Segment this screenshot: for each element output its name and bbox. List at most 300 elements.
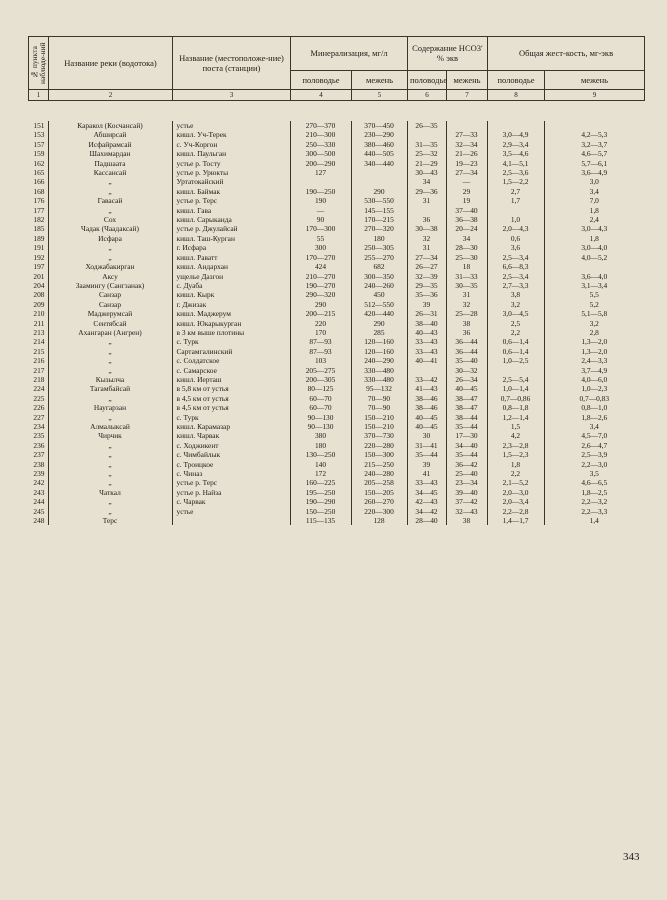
hardness-low: 1,8—2,6 — [544, 413, 644, 422]
station-number: 242 — [33, 478, 45, 488]
station-number: 197 — [33, 262, 45, 272]
hardness-low: 1,4 — [544, 516, 644, 525]
hardness-flood: 4,1—5,1 — [487, 159, 544, 168]
hardness-flood: 2,7 — [487, 187, 544, 196]
bicarbonate-low: 35—44 — [446, 450, 487, 459]
table-row — [28, 159, 644, 168]
bicarbonate-low: 34 — [446, 234, 487, 243]
mineralization-low: 255—270 — [351, 253, 407, 262]
mineralization-low: 205—258 — [351, 478, 407, 487]
table-row — [28, 347, 644, 356]
post-name — [172, 516, 290, 525]
station-number: 157 — [33, 139, 45, 149]
station-number: 217 — [33, 365, 45, 375]
station-number: 243 — [33, 487, 45, 497]
river-name: „ — [48, 253, 172, 262]
mineralization-low: 170—215 — [351, 215, 407, 224]
bicarbonate-flood: 41—43 — [407, 384, 446, 393]
column-number: 8 — [488, 90, 545, 101]
station-number: 162 — [33, 158, 45, 168]
column-number: 4 — [291, 90, 352, 101]
hardness-low: 4,6—6,5 — [544, 478, 644, 487]
post-name: Сартамгалинский — [172, 347, 290, 356]
bicarbonate-flood: 40—45 — [407, 422, 446, 431]
header-min-flood: половодье — [291, 70, 352, 89]
mineralization-flood: 270—370 — [290, 121, 351, 130]
bicarbonate-flood: 33—43 — [407, 347, 446, 356]
mineralization-low: 420—440 — [351, 309, 407, 318]
hardness-low: 2,2—3,0 — [544, 460, 644, 469]
post-name: кишл. Сарыканда — [172, 215, 290, 224]
station-number: 236 — [33, 440, 45, 450]
hardness-low: 3,2 — [544, 319, 644, 328]
bicarbonate-flood: 39 — [407, 300, 446, 309]
station-number: 151 — [33, 121, 45, 130]
hardness-low: 2,4 — [544, 215, 644, 224]
bicarbonate-flood: 31—35 — [407, 140, 446, 149]
hardness-low: 2,4—3,3 — [544, 356, 644, 365]
mineralization-low: 95—132 — [351, 384, 407, 393]
post-name: г. Исфара — [172, 243, 290, 252]
header-hardness: Общая жест-кость, мг-экв — [488, 37, 645, 71]
bicarbonate-low: 36—44 — [446, 347, 487, 356]
table-row — [28, 215, 644, 224]
station-number: 238 — [33, 459, 45, 469]
mineralization-low: 330—480 — [351, 366, 407, 375]
table-row — [28, 290, 644, 299]
bicarbonate-low: 19 — [446, 196, 487, 205]
bicarbonate-flood: 27—34 — [407, 253, 446, 262]
river-name: Кассансай — [48, 168, 172, 177]
bicarbonate-low: 27—33 — [446, 130, 487, 139]
mineralization-flood: 210—270 — [290, 272, 351, 281]
mineralization-flood: 80—125 — [290, 384, 351, 393]
table-row — [28, 140, 644, 149]
bicarbonate-flood: 30—38 — [407, 224, 446, 233]
hardness-low: 4,2—5,3 — [544, 130, 644, 139]
post-name: кишл. Чарвак — [172, 431, 290, 440]
post-name: с. Чиназ — [172, 469, 290, 478]
bicarbonate-low: 35—40 — [446, 356, 487, 365]
column-number: 7 — [447, 90, 488, 101]
bicarbonate-low: 21—26 — [446, 149, 487, 158]
river-name: Исфара — [48, 234, 172, 243]
mineralization-flood: 115—135 — [290, 516, 351, 525]
station-number: 168 — [33, 186, 45, 196]
bicarbonate-low: 31 — [446, 290, 487, 299]
hardness-flood: 3,0—4,5 — [487, 309, 544, 318]
mineralization-low: 150—210 — [351, 413, 407, 422]
mineralization-flood: 170 — [290, 328, 351, 337]
bicarbonate-low: 23—34 — [446, 478, 487, 487]
mineralization-flood: — — [290, 206, 351, 215]
mineralization-low: 340—440 — [351, 159, 407, 168]
hardness-low: 2,8 — [544, 328, 644, 337]
mineralization-flood: 90 — [290, 215, 351, 224]
post-name: кишл. Таш-Курган — [172, 234, 290, 243]
bicarbonate-flood: 34—45 — [407, 488, 446, 497]
hardness-low: 3,6—4,9 — [544, 168, 644, 177]
bicarbonate-low: 38 — [446, 319, 487, 328]
bicarbonate-flood: 28—40 — [407, 516, 446, 525]
table-row — [28, 403, 644, 412]
mineralization-flood: 170—270 — [290, 253, 351, 262]
hardness-low: 3,4 — [544, 422, 644, 431]
river-name: „ — [48, 356, 172, 365]
bicarbonate-low: 28—30 — [446, 243, 487, 252]
header-post-name: Название (местоположе-ние) поста (станции) — [173, 37, 291, 90]
mineralization-low: 260—270 — [351, 497, 407, 506]
post-name: ущелье Дазгон — [172, 272, 290, 281]
river-name: „ — [48, 450, 172, 459]
post-name: Уртатокайский — [172, 177, 290, 186]
bicarbonate-low: — — [446, 177, 487, 186]
bicarbonate-low: 32—43 — [446, 507, 487, 516]
post-name: с. Дуаба — [172, 281, 290, 290]
post-name: с. Уч-Коргон — [172, 140, 290, 149]
mineralization-low: 285 — [351, 328, 407, 337]
bicarbonate-low: 36—44 — [446, 337, 487, 346]
river-name: Терс — [48, 516, 172, 525]
hardness-low: 5,5 — [544, 290, 644, 299]
hardness-low: 2,2—3,2 — [544, 497, 644, 506]
post-name: кишл. Гава — [172, 206, 290, 215]
post-name: в 5,8 км от устья — [172, 384, 290, 393]
mineralization-flood: 380 — [290, 431, 351, 440]
table-row — [28, 413, 644, 422]
post-name: кишл. Маджерум — [172, 309, 290, 318]
mineralization-low: 240—260 — [351, 281, 407, 290]
table-row — [28, 130, 644, 139]
column-number: 5 — [352, 90, 408, 101]
table-row — [28, 319, 644, 328]
river-name: „ — [48, 243, 172, 252]
post-name: устье р. Терс — [172, 478, 290, 487]
mineralization-low: 150—210 — [351, 422, 407, 431]
table-row — [28, 309, 644, 318]
post-name: с. Троицкое — [172, 460, 290, 469]
station-number: 245 — [33, 506, 45, 516]
station-number: 189 — [33, 233, 45, 243]
mineralization-flood: 205—275 — [290, 366, 351, 375]
mineralization-low: 230—290 — [351, 130, 407, 139]
mineralization-low: 330—480 — [351, 375, 407, 384]
table-row — [28, 300, 644, 309]
mineralization-low: 215—250 — [351, 460, 407, 469]
bicarbonate-low: 36—42 — [446, 460, 487, 469]
station-number: 185 — [33, 224, 45, 234]
hardness-low — [544, 121, 644, 130]
hardness-flood: 2,0—3,0 — [487, 488, 544, 497]
river-name: Алмалыксай — [48, 422, 172, 431]
river-name: „ — [48, 507, 172, 516]
hardness-flood: 2,0—4,3 — [487, 224, 544, 233]
bicarbonate-flood: 33—43 — [407, 478, 446, 487]
hardness-low: 4,0—6,0 — [544, 375, 644, 384]
bicarbonate-low: 38—47 — [446, 403, 487, 412]
river-name: Шахимардан — [48, 149, 172, 158]
hardness-flood: 0,6 — [487, 234, 544, 243]
hardness-flood: 1,2—1,4 — [487, 413, 544, 422]
river-name: „ — [48, 413, 172, 422]
bicarbonate-flood: 38—46 — [407, 403, 446, 412]
hardness-flood: 0,8—1,8 — [487, 403, 544, 412]
bicarbonate-flood: 31—41 — [407, 441, 446, 450]
bicarbonate-low: 29 — [446, 187, 487, 196]
river-name: Каракол (Косчансай) — [48, 121, 172, 130]
table-row — [28, 356, 644, 365]
mineralization-low: 150—300 — [351, 450, 407, 459]
hardness-flood: 2,7—3,3 — [487, 281, 544, 290]
hardness-low: 3,1—3,4 — [544, 281, 644, 290]
river-name: „ — [48, 187, 172, 196]
river-name: „ — [48, 497, 172, 506]
hardness-low: 3,4 — [544, 187, 644, 196]
mineralization-flood: 87—93 — [290, 347, 351, 356]
bicarbonate-flood: 32—39 — [407, 272, 446, 281]
table-row — [28, 224, 644, 233]
bicarbonate-low: 37—40 — [446, 206, 487, 215]
bicarbonate-flood: 41 — [407, 469, 446, 478]
mineralization-low: 250—305 — [351, 243, 407, 252]
mineralization-low: 370—730 — [351, 431, 407, 440]
hardness-low: 1,8 — [544, 234, 644, 243]
table-row — [28, 121, 644, 130]
hardness-low: 3,0—4,0 — [544, 243, 644, 252]
river-name: „ — [48, 441, 172, 450]
mineralization-flood: 127 — [290, 168, 351, 177]
hardness-low: 2,5—3,9 — [544, 450, 644, 459]
station-number: 210 — [33, 309, 45, 319]
mineralization-low: 180 — [351, 234, 407, 243]
mineralization-flood: 150—250 — [290, 507, 351, 516]
hardness-flood: 1,0 — [487, 215, 544, 224]
table-row — [28, 375, 644, 384]
hardness-low: 1,3—2,0 — [544, 347, 644, 356]
table-row — [28, 422, 644, 431]
river-name: Падшаата — [48, 159, 172, 168]
mineralization-flood: 220 — [290, 319, 351, 328]
table-row — [28, 281, 644, 290]
bicarbonate-flood: 34—42 — [407, 507, 446, 516]
hardness-flood: 3,8 — [487, 290, 544, 299]
mineralization-low: 240—290 — [351, 356, 407, 365]
table-row — [28, 187, 644, 196]
hardness-low: 4,0—5,2 — [544, 253, 644, 262]
mineralization-flood: 300—500 — [290, 149, 351, 158]
bicarbonate-low: 20—24 — [446, 224, 487, 233]
column-number: 6 — [408, 90, 447, 101]
station-number: 234 — [33, 422, 45, 431]
mineralization-low: 530—550 — [351, 196, 407, 205]
hardness-low: 1,3—2,0 — [544, 337, 644, 346]
post-name: в 4,5 км от устья — [172, 394, 290, 403]
station-number: 226 — [33, 403, 45, 413]
mineralization-flood: 190—250 — [290, 187, 351, 196]
river-name: Исфайрамсай — [48, 140, 172, 149]
bicarbonate-low: 40—45 — [446, 384, 487, 393]
river-name: Чаткал — [48, 488, 172, 497]
hardness-low: 4,6—5,7 — [544, 149, 644, 158]
station-number: 209 — [33, 299, 45, 309]
bicarbonate-flood: 30—43 — [407, 168, 446, 177]
mineralization-flood: 60—70 — [290, 394, 351, 403]
mineralization-low: 70—90 — [351, 394, 407, 403]
bicarbonate-low: 25—30 — [446, 253, 487, 262]
hardness-low: 1,0—2,3 — [544, 384, 644, 393]
hardness-flood: 0,6—1,4 — [487, 337, 544, 346]
post-name: устье — [172, 121, 290, 130]
station-number: 204 — [33, 280, 45, 290]
mineralization-low: 120—160 — [351, 337, 407, 346]
bicarbonate-flood: 31 — [407, 243, 446, 252]
hardness-flood: 1,0—2,5 — [487, 356, 544, 365]
hardness-flood: 3,0—4,9 — [487, 130, 544, 139]
station-number: 211 — [33, 318, 45, 328]
post-name: кишл. Раватт — [172, 253, 290, 262]
mineralization-flood: 290 — [290, 300, 351, 309]
hardness-flood: 1,8 — [487, 460, 544, 469]
river-name: Санзар — [48, 290, 172, 299]
hardness-low: 5,7—6,1 — [544, 159, 644, 168]
bicarbonate-low: 32—34 — [446, 140, 487, 149]
post-name: кишл. Юкарыкурган — [172, 319, 290, 328]
table-row — [28, 469, 644, 478]
station-number: 176 — [33, 196, 45, 206]
hardness-flood: 2,0—3,4 — [487, 497, 544, 506]
bicarbonate-flood: 32 — [407, 234, 446, 243]
header-hco-low: межень — [447, 70, 488, 89]
post-name: г. Джизак — [172, 300, 290, 309]
column-number: 1 — [29, 90, 49, 101]
page-number: 343 — [623, 851, 640, 863]
hardness-flood: 2,2 — [487, 328, 544, 337]
column-number: 9 — [545, 90, 645, 101]
station-number: 225 — [33, 393, 45, 403]
hardness-low: 3,0 — [544, 177, 644, 186]
bicarbonate-flood — [407, 366, 446, 375]
mineralization-low: 220—280 — [351, 441, 407, 450]
bicarbonate-low: 36—38 — [446, 215, 487, 224]
post-name: кишл. Карамазар — [172, 422, 290, 431]
river-name: „ — [48, 460, 172, 469]
river-name: Кызылча — [48, 375, 172, 384]
bicarbonate-flood: 26—27 — [407, 262, 446, 271]
table-row — [28, 384, 644, 393]
station-number: 235 — [33, 431, 45, 441]
bicarbonate-low: 30—32 — [446, 366, 487, 375]
bicarbonate-flood: 33—43 — [407, 337, 446, 346]
hardness-low: 7,0 — [544, 196, 644, 205]
bicarbonate-low: 35—44 — [446, 422, 487, 431]
bicarbonate-low: 38—44 — [446, 413, 487, 422]
station-number: 248 — [33, 516, 45, 526]
mineralization-flood: 130—250 — [290, 450, 351, 459]
river-name: „ — [48, 478, 172, 487]
table-row — [28, 337, 644, 346]
station-number: 191 — [33, 243, 45, 253]
bicarbonate-flood — [407, 130, 446, 139]
river-name: Чирчик — [48, 431, 172, 440]
river-name: Сентябсай — [48, 319, 172, 328]
mineralization-low: 380—460 — [351, 140, 407, 149]
table-row — [28, 516, 644, 525]
header-min-low: межень — [352, 70, 408, 89]
station-number: 237 — [33, 450, 45, 460]
mineralization-flood: 300 — [290, 243, 351, 252]
table-row — [28, 243, 644, 252]
station-number: 192 — [33, 252, 45, 262]
station-number: 227 — [33, 412, 45, 422]
table-row — [28, 272, 644, 281]
river-name: „ — [48, 394, 172, 403]
mineralization-low: 150—205 — [351, 488, 407, 497]
mineralization-flood: 200—215 — [290, 309, 351, 318]
hardness-flood: 2,2—2,8 — [487, 507, 544, 516]
mineralization-low — [351, 168, 407, 177]
hardness-low: 0,8—1,0 — [544, 403, 644, 412]
mineralization-low: 120—160 — [351, 347, 407, 356]
hardness-flood: 2,3—2,8 — [487, 441, 544, 450]
mineralization-flood: 60—70 — [290, 403, 351, 412]
column-number: 3 — [173, 90, 291, 101]
table-row — [28, 441, 644, 450]
mineralization-low — [351, 177, 407, 186]
hardness-low: 5,2 — [544, 300, 644, 309]
post-name: с. Ходжикент — [172, 441, 290, 450]
hardness-flood: 3,5—4,6 — [487, 149, 544, 158]
table-row — [28, 177, 644, 186]
station-number: 201 — [33, 271, 45, 281]
bicarbonate-low: 26—34 — [446, 375, 487, 384]
bicarbonate-flood: 29—36 — [407, 187, 446, 196]
mineralization-low: 512—550 — [351, 300, 407, 309]
header-station-number: № пункта наблюде-ний — [29, 37, 49, 90]
mineralization-low: 440—505 — [351, 149, 407, 158]
mineralization-low: 70—90 — [351, 403, 407, 412]
post-name: устье р. Терс — [172, 196, 290, 205]
table-row — [28, 431, 644, 440]
header-hard-low: межень — [545, 70, 645, 89]
river-name: Заамингу (Сангзанак) — [48, 281, 172, 290]
mineralization-flood: 172 — [290, 469, 351, 478]
hardness-flood: 2,5—3,4 — [487, 272, 544, 281]
table-header — [28, 36, 645, 101]
bicarbonate-flood: 33—42 — [407, 375, 446, 384]
river-name: Маджерумсай — [48, 309, 172, 318]
river-name: Ходжабакирган — [48, 262, 172, 271]
mineralization-flood: 90—130 — [290, 422, 351, 431]
bicarbonate-low: 39—40 — [446, 488, 487, 497]
station-number: 218 — [33, 374, 45, 384]
station-number: 153 — [33, 130, 45, 140]
station-number: 159 — [33, 149, 45, 159]
post-name: устье — [172, 507, 290, 516]
bicarbonate-low: 25—40 — [446, 469, 487, 478]
table-row — [28, 328, 644, 337]
hardness-flood: 2,9—3,4 — [487, 140, 544, 149]
mineralization-flood: 87—93 — [290, 337, 351, 346]
mineralization-flood: 200—305 — [290, 375, 351, 384]
station-number: 166 — [33, 177, 45, 187]
hardness-low: 3,5 — [544, 469, 644, 478]
mineralization-flood: 140 — [290, 460, 351, 469]
hardness-flood: 0,6—1,4 — [487, 347, 544, 356]
river-name: Чадак (Чаадаксай) — [48, 224, 172, 233]
river-name: Наугарзан — [48, 403, 172, 412]
river-name: „ — [48, 337, 172, 346]
bicarbonate-low: 34—40 — [446, 441, 487, 450]
